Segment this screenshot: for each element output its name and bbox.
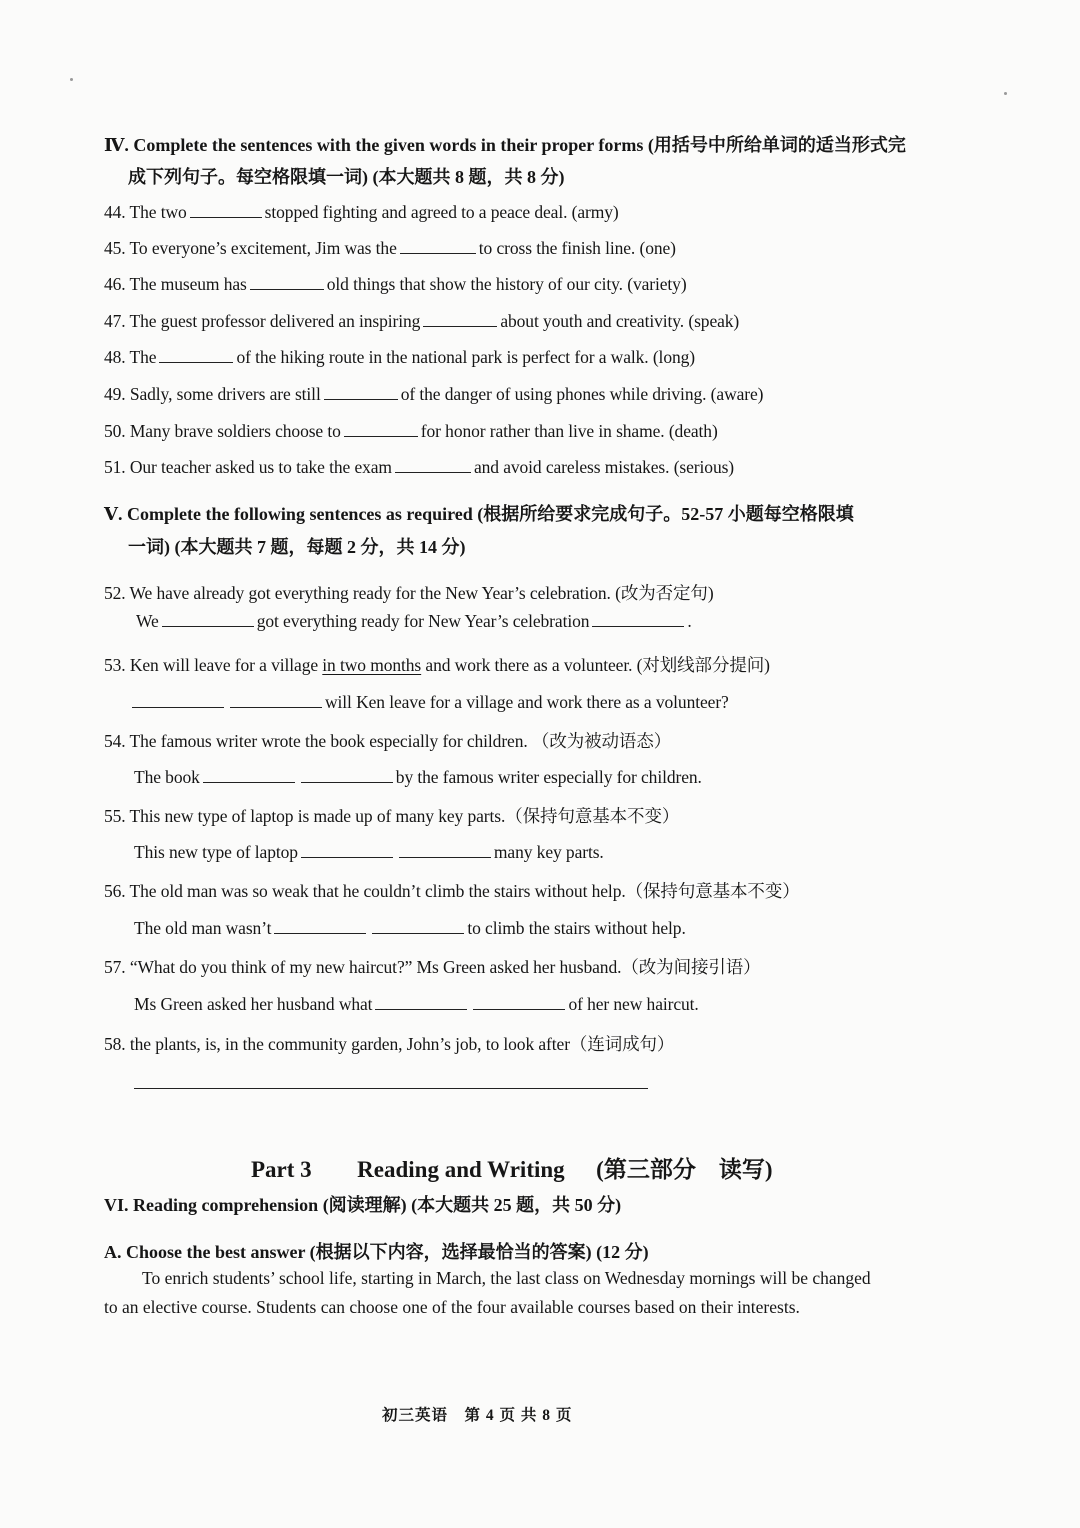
answer-blank[interactable] bbox=[190, 203, 262, 218]
question-57-prompt: 57. “What do you think of my new haircut?” Ms Green asked her husband.（改为间接引语） bbox=[104, 957, 761, 977]
answer-blank[interactable] bbox=[301, 768, 393, 783]
answer-blank[interactable] bbox=[372, 919, 464, 934]
question-52-answer: We got everything ready for New Year’s celebration . bbox=[136, 611, 692, 631]
answer-blank[interactable] bbox=[132, 693, 224, 708]
section5-title-line1: Ⅴ. Complete the following sentences as required (根据所给要求完成句子。52-57 小题每空格限填 bbox=[104, 504, 854, 524]
question-50: 50. Many brave soldiers choose to for honor rather than live in shame. (death) bbox=[104, 421, 718, 441]
page-footer: 初三英语 第 4 页 共 8 页 bbox=[382, 1407, 573, 1424]
question-49: 49. Sadly, some drivers are still of the danger of using phones while driving. (aware) bbox=[104, 384, 764, 404]
answer-blank[interactable] bbox=[423, 312, 497, 327]
answer-blank[interactable] bbox=[230, 693, 322, 708]
question-56-answer: The old man wasn’t to climb the stairs without help. bbox=[134, 918, 686, 938]
answer-blank[interactable] bbox=[592, 612, 684, 627]
answer-blank[interactable] bbox=[301, 843, 393, 858]
question-54-prompt: 54. The famous writer wrote the book especially for children. （改为被动语态） bbox=[104, 731, 672, 751]
section4-title-line2: 成下列句子。每空格限填一词) (本大题共 8 题，共 8 分) bbox=[128, 167, 565, 187]
question-55-answer: This new type of laptop many key parts. bbox=[134, 842, 604, 862]
answer-blank[interactable] bbox=[162, 612, 254, 627]
part3-heading: Part 3 Reading and Writing (第三部分 读写) bbox=[251, 1157, 773, 1182]
section5-title-line2: 一词) (本大题共 7 题，每题 2 分，共 14 分) bbox=[128, 537, 466, 557]
question-46: 46. The museum has old things that show the history of our city. (variety) bbox=[104, 274, 687, 294]
answer-blank[interactable] bbox=[399, 843, 491, 858]
subsection-a-title: A. Choose the best answer (根据以下内容，选择最恰当的答案) (12 分) bbox=[104, 1242, 649, 1262]
scan-speck bbox=[70, 78, 73, 81]
answer-blank[interactable] bbox=[324, 385, 398, 400]
answer-blank[interactable] bbox=[375, 995, 467, 1010]
answer-blank[interactable] bbox=[203, 768, 295, 783]
section4-title-line1: Ⅳ. Complete the sentences with the given words in their proper forms (用括号中所给单词的适当形式完 bbox=[104, 135, 906, 155]
answer-blank[interactable] bbox=[473, 995, 565, 1010]
answer-blank[interactable] bbox=[250, 275, 324, 290]
question-57-answer: Ms Green asked her husband what of her new haircut. bbox=[134, 994, 699, 1014]
question-53-answer: will Ken leave for a village and work there as a volunteer? bbox=[132, 692, 729, 713]
answer-blank[interactable] bbox=[400, 239, 476, 254]
question-55-prompt: 55. This new type of laptop is made up of many key parts.（保持句意基本不变） bbox=[104, 806, 680, 826]
question-58-prompt: 58. the plants, is, in the community garden, John’s job, to look after（连词成句） bbox=[104, 1034, 675, 1054]
underlined-phrase: in two months bbox=[322, 655, 422, 675]
question-44: 44. The two stopped fighting and agreed to a peace deal. (army) bbox=[104, 202, 619, 222]
answer-blank[interactable] bbox=[274, 919, 366, 934]
passage-line-2: to an elective course. Students can choose one of the four available courses based on their interests. bbox=[104, 1297, 800, 1317]
question-52-prompt: 52. We have already got everything ready for the New Year’s celebration. (改为否定句) bbox=[104, 583, 714, 603]
section6-title: VI. Reading comprehension (阅读理解) (本大题共 25 题，共 50 分) bbox=[104, 1195, 622, 1215]
answer-blank[interactable] bbox=[159, 348, 233, 363]
question-47: 47. The guest professor delivered an inspiring about youth and creativity. (speak) bbox=[104, 311, 740, 331]
question-56-prompt: 56. The old man was so weak that he couldn’t climb the stairs without help.（保持句意基本不变） bbox=[104, 881, 800, 901]
question-51: 51. Our teacher asked us to take the exam and avoid careless mistakes. (serious) bbox=[104, 457, 735, 477]
answer-blank[interactable] bbox=[395, 458, 471, 473]
question-45: 45. To everyone’s excitement, Jim was the to cross the finish line. (one) bbox=[104, 238, 676, 258]
scan-speck bbox=[1004, 92, 1007, 95]
passage-line-1: To enrich students’ school life, starting in March, the last class on Wednesday mornings will be changed bbox=[142, 1268, 871, 1288]
question-58-answer-line[interactable] bbox=[134, 1088, 648, 1089]
question-48: 48. The of the hiking route in the national park is perfect for a walk. (long) bbox=[104, 347, 695, 367]
question-54-answer: The book by the famous writer especially for children. bbox=[134, 767, 702, 787]
answer-blank[interactable] bbox=[344, 422, 418, 437]
question-53-prompt: 53. Ken will leave for a village in two months and work there as a volunteer. (对划线部分提问) bbox=[104, 655, 770, 675]
